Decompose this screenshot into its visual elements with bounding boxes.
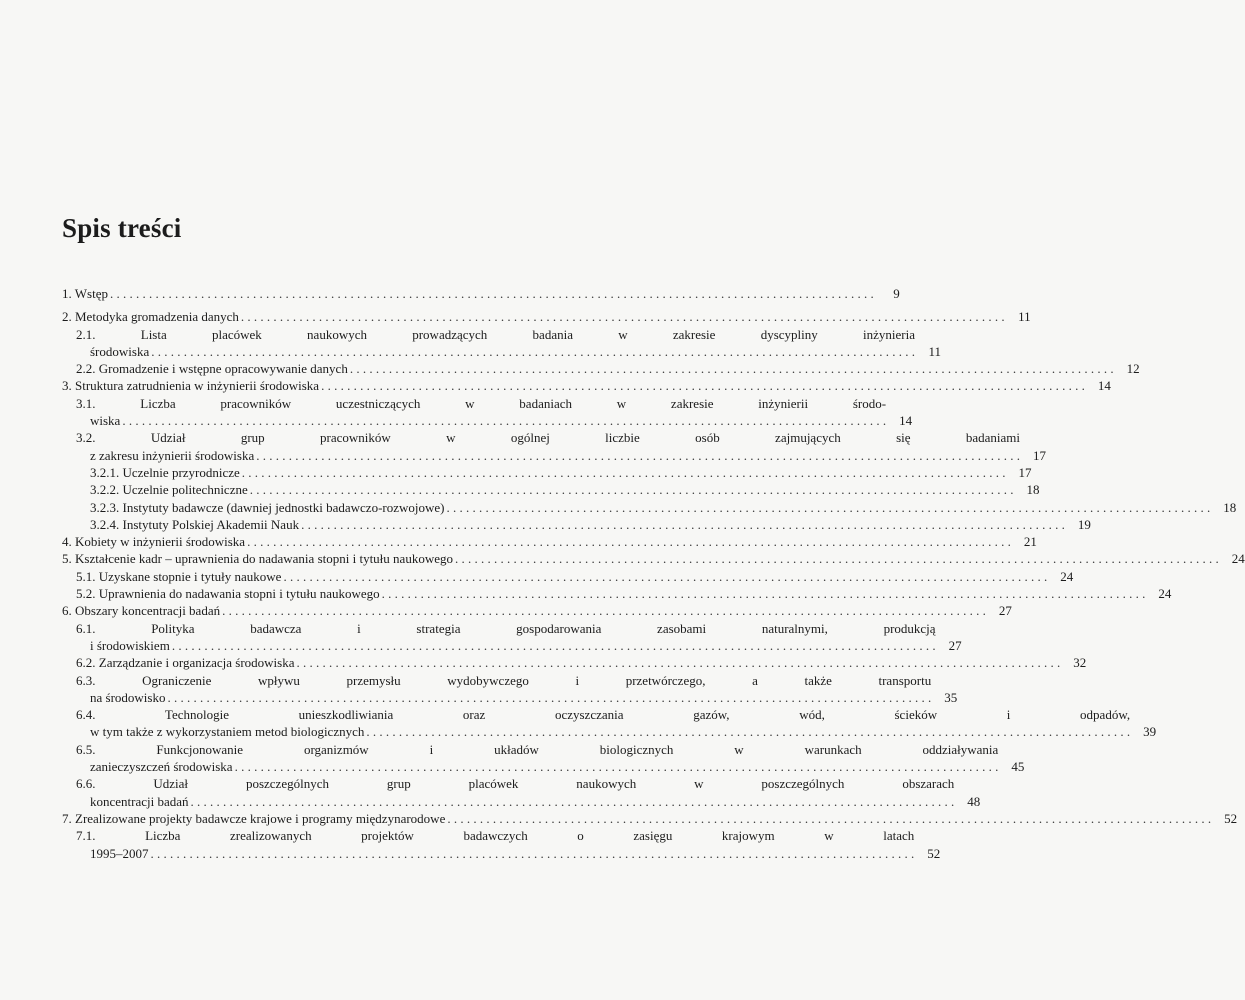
- toc-page-number: 24: [1158, 586, 1172, 602]
- toc-entry: [62, 775, 981, 810]
- dot-leader: [445, 810, 1211, 827]
- toc-entry-line: [62, 550, 1219, 567]
- toc-entry-label: [76, 741, 998, 776]
- toc-entry: [62, 377, 1111, 394]
- dot-leader: [239, 308, 1005, 325]
- dot-leader: [295, 654, 1061, 671]
- toc-entry-label: [62, 550, 1219, 567]
- dot-leader: [254, 447, 1020, 464]
- toc-entry-text: na środowisko: [90, 689, 166, 705]
- toc-page-number: 35: [944, 689, 958, 705]
- toc-entry-text: 5. Kształcenie kadr – uprawnienia do nadawania stopni i tytułu naukowego: [62, 551, 453, 567]
- toc-entry-text: 4. Kobiety w inżynierii środowiska: [62, 534, 246, 550]
- toc-entry-line: [62, 810, 1211, 827]
- toc-page-number: 12: [1126, 361, 1140, 377]
- toc-entry-line: 2.1. Lista placówek naukowych prowadzących badania w zakresie dyscypliny inżynieria: [76, 326, 915, 342]
- toc-page-number: 18: [1223, 499, 1237, 515]
- toc-entry: [62, 395, 913, 430]
- toc-entry: [62, 672, 958, 707]
- dot-leader: [149, 343, 915, 360]
- dot-leader: [281, 568, 1047, 585]
- toc-entry: [62, 585, 1172, 602]
- toc-entry-line: [76, 637, 936, 654]
- toc-entry-text: w tym także z wykorzystaniem metod biologicznych: [90, 724, 365, 740]
- dot-leader: [299, 516, 1065, 533]
- toc-page-number: 11: [928, 343, 941, 359]
- toc-entry-label: [90, 499, 1210, 516]
- toc-entry: [62, 464, 1032, 481]
- toc-entry-line: [62, 533, 1011, 550]
- dot-leader: [120, 412, 886, 429]
- toc-entry-text: 3.2.2. Uczelnie politechniczne: [90, 482, 248, 498]
- toc-page-number: 14: [899, 413, 913, 429]
- toc-entry-line: [76, 845, 914, 862]
- toc-entry-label: [90, 481, 1014, 498]
- toc-entry-line: 3.1. Liczba pracowników uczestniczących w badaniach w zakresie inżynierii środo-: [76, 395, 887, 411]
- toc-entry-text: z zakresu inżynierii środowiska: [90, 447, 255, 463]
- toc-entry-label: [90, 516, 1065, 533]
- toc-entry: [62, 602, 1012, 619]
- toc-entry-label: [76, 620, 936, 655]
- toc-entry-line: [76, 360, 1114, 377]
- toc-page-number: 9: [893, 286, 900, 301]
- toc-entry-text: środowiska: [90, 343, 150, 359]
- toc-page-number: 24: [1231, 551, 1245, 567]
- toc-entry-line: [76, 343, 915, 360]
- toc-entry: [62, 516, 1091, 533]
- dot-leader: [364, 723, 1130, 740]
- toc-page-number: 52: [927, 845, 941, 861]
- toc-page-number: 27: [948, 637, 962, 653]
- toc-entry-text: 6.2. Zarządzanie i organizacja środowiska: [76, 655, 295, 671]
- toc-entry-line: 6.5. Funkcjonowanie organizmów i układów biologicznych w warunkach oddziaływania: [76, 741, 999, 757]
- toc-entry-label: [76, 654, 1060, 671]
- toc-entry: [62, 326, 941, 361]
- dot-leader: [348, 360, 1114, 377]
- toc-entry: [62, 620, 962, 655]
- toc-entry-line: [76, 689, 931, 706]
- toc-entry-text: 3. Struktura zatrudnienia w inżynierii środowiska: [62, 378, 320, 394]
- toc-entry: [62, 654, 1087, 671]
- dot-leader: [189, 793, 955, 810]
- toc-entry-line: [90, 499, 1210, 516]
- toc-entry: [62, 285, 900, 302]
- dot-leader: [248, 481, 1014, 498]
- toc-entry-line: 6.4. Technologie unieszkodliwiania oraz oczyszczania gazów, wód, ścieków i odpadów,: [76, 707, 1131, 723]
- toc-entry-label: [62, 602, 986, 619]
- toc-entry-line: 6.6. Udział poszczególnych grup placówek naukowych w poszczególnych obszarach: [76, 776, 955, 792]
- dot-leader: [220, 602, 986, 619]
- toc-entry-line: 6.1. Polityka badawcza i strategia gospodarowania zasobami naturalnymi, produkcją: [76, 620, 936, 636]
- toc-entry-label: [76, 429, 1020, 464]
- toc-page-number: 45: [1011, 759, 1025, 775]
- toc-entry-label: [62, 533, 1011, 550]
- dot-leader: [233, 758, 999, 775]
- toc-entry-label: [76, 827, 914, 862]
- toc-entry-text: 7. Zrealizowane projekty badawcze krajowe i programy międzynarodowe: [62, 810, 446, 826]
- toc-entry: [62, 550, 1245, 567]
- toc-entry-text: 3.2.1. Uczelnie przyrodnicze: [90, 464, 240, 480]
- toc-page-number: 39: [1143, 724, 1157, 740]
- toc-entry-line: [76, 585, 1145, 602]
- dot-leader: [445, 499, 1211, 516]
- toc-entry-label: [76, 395, 886, 430]
- toc-page-number: 21: [1023, 534, 1037, 550]
- toc-entry-line: [62, 602, 986, 619]
- dot-leader: [165, 689, 931, 706]
- toc-entry-label: [76, 672, 931, 707]
- toc-entry-label: [76, 585, 1145, 602]
- toc-page-number: 19: [1077, 516, 1091, 532]
- toc-entry-text: 1995–2007: [90, 845, 149, 861]
- toc-page-number: 48: [967, 793, 981, 809]
- dot-leader: [245, 533, 1011, 550]
- toc-entry-line: 6.3. Ograniczenie wpływu przemysłu wydobywczego i przetwórczego, a także transportu: [76, 672, 932, 688]
- toc-entry-label: [76, 775, 954, 810]
- toc-page-number: 17: [1018, 464, 1032, 480]
- toc-entry-line: [76, 412, 886, 429]
- toc-entry-line: [76, 758, 998, 775]
- toc-entry-line: [76, 568, 1047, 585]
- toc-entry-label: [62, 810, 1211, 827]
- toc-entry: [62, 533, 1037, 550]
- toc-entry: [62, 308, 1031, 325]
- toc-entry-text: koncentracji badań: [90, 793, 189, 809]
- toc-entry-text: 5.1. Uzyskane stopnie i tytuły naukowe: [76, 568, 282, 584]
- toc-entry: [62, 741, 1025, 776]
- dot-leader: [170, 637, 936, 654]
- toc-page-number: 24: [1060, 568, 1074, 584]
- toc-entry-text: zanieczyszczeń środowiska: [90, 759, 233, 775]
- toc-entry: [62, 429, 1047, 464]
- toc-entry: [62, 481, 1040, 498]
- dot-leader: [149, 845, 915, 862]
- toc-entry-text: 5.2. Uprawnienia do nadawania stopni i tytułu naukowego: [76, 586, 380, 602]
- toc-entry-line: [76, 723, 1130, 740]
- toc-entry: [62, 706, 1157, 741]
- toc-entry: [62, 810, 1238, 827]
- toc-entry: [62, 499, 1237, 516]
- toc-entry-line: [62, 308, 1005, 325]
- toc-entry-label: [76, 568, 1047, 585]
- page-title: Spis treści: [62, 213, 182, 243]
- toc-page-number: 11: [1018, 309, 1031, 325]
- toc-entry-label: [90, 464, 1006, 481]
- dot-leader: [108, 285, 874, 302]
- toc-entry-text: wiska: [90, 413, 121, 429]
- toc-entry-line: [76, 447, 1020, 464]
- toc-page-number: 14: [1097, 378, 1111, 394]
- toc-entry-text: 6. Obszary koncentracji badań: [62, 603, 221, 619]
- toc-entry-text: 3.2.4. Instytuty Polskiej Akademii Nauk: [90, 516, 300, 532]
- dot-leader: [319, 377, 1085, 394]
- toc-entry-line: [76, 654, 1060, 671]
- toc-entry-text: 3.2.3. Instytuty badawcze (dawniej jednostki badawczo-rozwojowe): [90, 499, 445, 515]
- toc-entry: [62, 568, 1074, 585]
- toc-entry-line: [90, 481, 1014, 498]
- table-of-contents: [62, 285, 1245, 862]
- dot-leader: [240, 464, 1006, 481]
- toc-page-number: 17: [1033, 447, 1047, 463]
- toc-entry: [62, 360, 1140, 377]
- toc-entry-label: [62, 285, 874, 302]
- toc-entry-text: 1. Wstęp: [62, 286, 108, 301]
- dot-leader: [380, 585, 1146, 602]
- toc-entry-label: [76, 326, 915, 361]
- toc-entry-label: [62, 308, 1005, 325]
- toc-page-number: 52: [1224, 810, 1238, 826]
- toc-entry-text: 2.2. Gromadzenie i wstępne opracowywanie danych: [76, 361, 348, 377]
- dot-leader: [453, 550, 1219, 567]
- toc-entry-text: 2. Metodyka gromadzenia danych: [62, 309, 239, 325]
- toc-entry-text: i środowiskiem: [90, 637, 170, 653]
- toc-entry-label: [62, 377, 1085, 394]
- toc-entry-line: [76, 793, 954, 810]
- toc-page-number: 18: [1026, 482, 1040, 498]
- toc-entry-line: [62, 377, 1085, 394]
- toc-entry-label: [76, 360, 1114, 377]
- toc-entry-line: [90, 464, 1006, 481]
- toc-entry-label: [76, 706, 1130, 741]
- toc-entry-line: [62, 285, 874, 302]
- toc-entry-line: 3.2. Udział grup pracowników w ogólnej liczbie osób zajmujących się badaniami: [76, 430, 1021, 446]
- toc-entry-line: [90, 516, 1065, 533]
- toc-entry: [62, 827, 941, 862]
- toc-entry-line: 7.1. Liczba zrealizowanych projektów badawczych o zasięgu krajowym w latach: [76, 828, 915, 844]
- toc-page-number: 32: [1073, 655, 1087, 671]
- toc-page-number: 27: [998, 603, 1012, 619]
